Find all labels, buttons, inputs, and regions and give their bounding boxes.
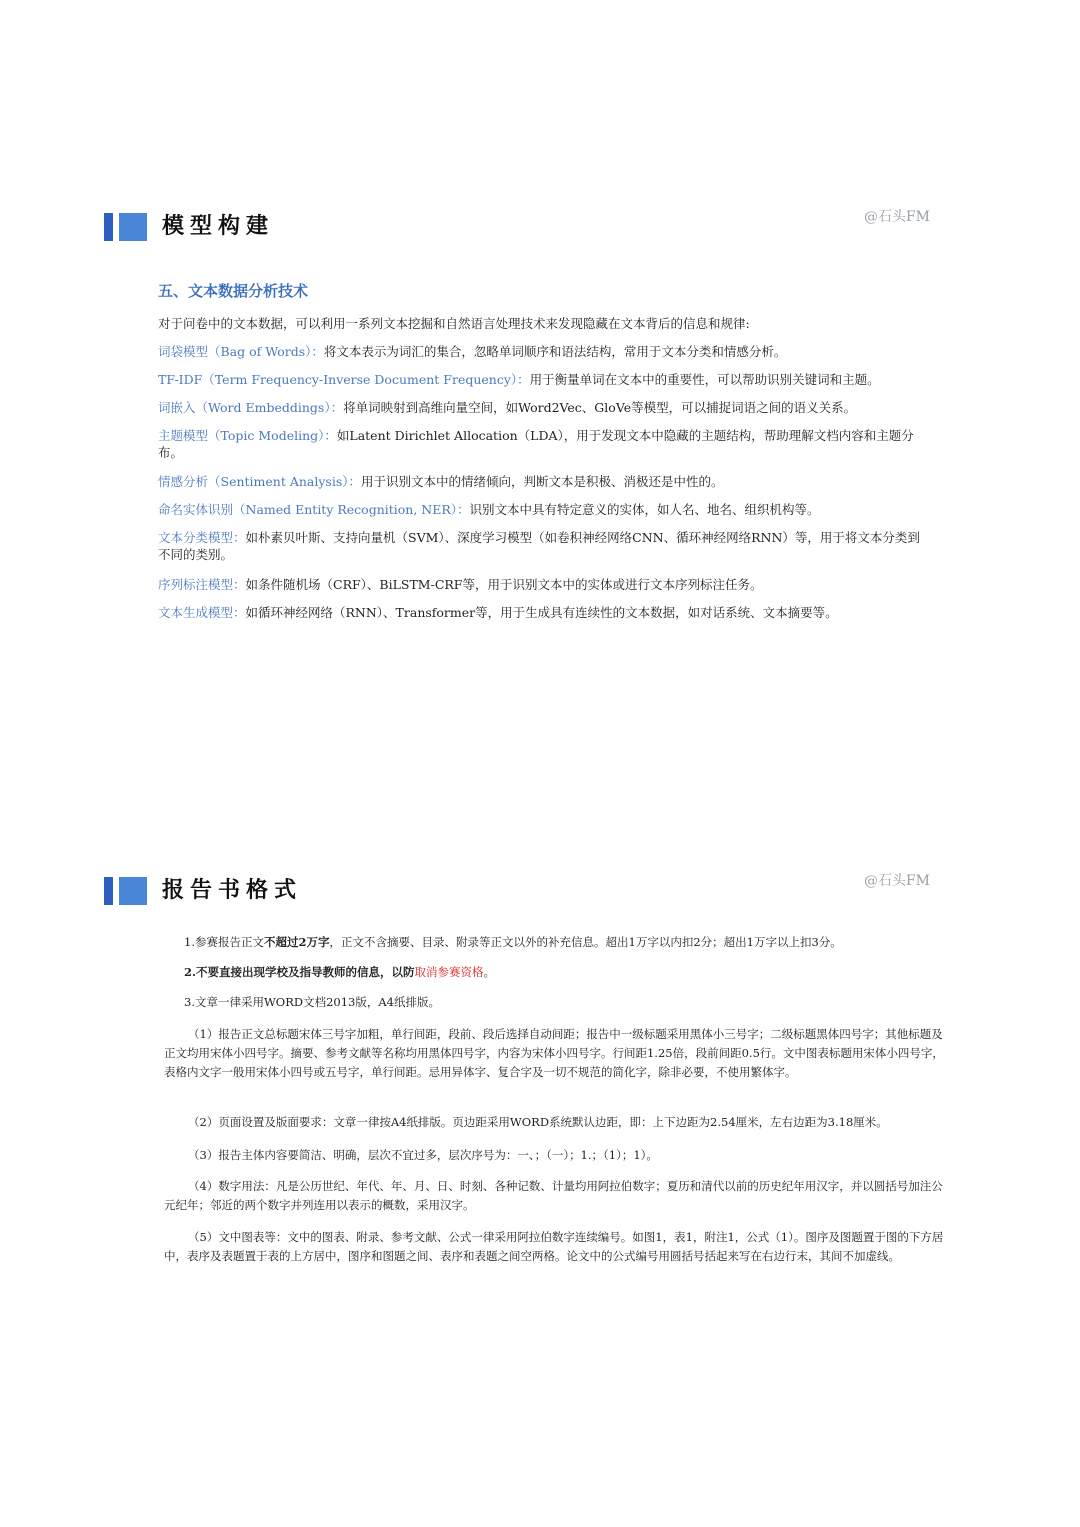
intro-paragraph: 对于问卷中的文本数据，可以利用一系列文本挖掘和自然语言处理技术来发现隐藏在文本背后的信息和规律: (158, 316, 750, 331)
section-header-format (104, 875, 930, 911)
item-desc: 如朴素贝叶斯、支持向量机（SVM）、深度学习模型（如卷积神经网络CNN、循环神经网络RNN）等，用于将文本分类到不同的类别。 (158, 530, 920, 562)
watermark: @石头FM (863, 873, 930, 889)
section-marker-square-icon (119, 877, 147, 905)
format-paragraph-4: （4）数字用法：凡是公历世纪、年代、年、月、日、时刻、各种记数、计量均用阿拉伯数字；夏历和清代以前的历史纪年用汉字，并以圆括号加注公元纪年；邻近的两个数字并列连用以表示的概数，采用汉字。 (164, 1179, 943, 1212)
item-desc: 将文本表示为词汇的集合，忽略单词顺序和语法结构，常用于文本分类和情感分析。 (323, 344, 787, 359)
item-term: 词嵌入（Word Embeddings）： (158, 400, 344, 415)
section-marker-square-icon (119, 213, 147, 241)
list-item (158, 529, 928, 563)
rule-text: ，正文不含摘要、目录、附录等正文以外的补充信息。超出1万字以内扣2分；超出1万字以上扣3分。 (329, 935, 842, 949)
list-item (158, 371, 928, 388)
format-paragraph-3: （3）报告主体内容要简洁、明确，层次不宜过多，层次序号为：一、；（一）；1.；（1）；1）。 (188, 1148, 658, 1162)
item-desc: 如Latent Dirichlet Allocation（LDA），用于发现文本中隐藏的主题结构，帮助理解文档内容和主题分布。 (158, 428, 914, 460)
section-marker-bar-icon (104, 877, 113, 905)
rule-text: 。 (483, 965, 496, 979)
section-title: 模型构建 (162, 214, 275, 239)
item-desc: 用于衡量单词在文本中的重要性，可以帮助识别关键词和主题。 (529, 372, 880, 387)
item-term: 命名实体识别（Named Entity Recognition, NER）： (158, 502, 470, 517)
item-desc: 将单词映射到高维向量空间，如Word2Vec、GloVe等模型，可以捕捉词语之间的语义关系。 (343, 400, 857, 415)
item-term: 情感分析（Sentiment Analysis）： (158, 474, 361, 489)
item-desc: 如循环神经网络（RNN）、Transformer等，用于生成具有连续性的文本数据，如对话系统、文本摘要等。 (245, 605, 838, 620)
format-paragraph-1: （1）报告正文总标题宋体三号字加粗，单行间距，段前、段后选择自动间距；报告中一级标题采用黑体小三号字；二级标题黑体四号字；其他标题及正文均用宋体小四号字。摘要、参考文献等名称均用黑体四号字，内容为宋体小四号字。行间距1.25倍，段前间距0.5行。文中图表标题用宋体小四号字，表格内文字一般用宋体小四号或五号字，单行间距。忌用异体字、复合字及一切不规范的简化字，除非必要，不使用繁体字。 (164, 1027, 944, 1079)
watermark: @石头FM (863, 209, 930, 225)
format-paragraph-2: （2）页面设置及版面要求：文章一律按A4纸排版。页边距采用WORD系统默认边距，即：上下边距为2.54厘米，左右边距为3.18厘米。 (188, 1115, 888, 1129)
list-item (158, 576, 928, 593)
section-title: 报告书格式 (162, 878, 303, 903)
rule-text: 1.参赛报告正文 (184, 935, 264, 949)
format-paragraph-5: （5）文中图表等：文中的图表、附录、参考文献、公式一律采用阿拉伯数字连续编号。如图1，表1，附注1，公式（1）。图序及图题置于图的下方居中，表序及表题置于表的上方居中，图序和图题之间、表序和表题之间空两格。论文中的公式编号用圆括号括起来写在右边行末，其间不加虚线。 (164, 1230, 944, 1263)
rule-1 (184, 933, 944, 952)
item-term: TF-IDF（Term Frequency-Inverse Document Frequency）： (158, 372, 530, 387)
list-item (158, 501, 928, 518)
section-header-model (104, 211, 930, 247)
rule-emphasis: 不超过2万字 (263, 935, 330, 949)
list-item (158, 427, 928, 461)
list-item (158, 473, 928, 490)
rule-warning: 取消参赛资格 (414, 965, 484, 979)
item-desc: 识别文本中具有特定意义的实体，如人名、地名、组织机构等。 (469, 502, 820, 517)
item-term: 文本生成模型： (158, 605, 246, 620)
list-item (158, 343, 928, 360)
rule-2 (184, 963, 944, 982)
rule-text: 2.不要直接出现学校及指导教师的信息，以防 (184, 965, 415, 979)
item-desc: 用于识别文本中的情绪倾向，判断文本是积极、消极还是中性的。 (361, 474, 724, 489)
item-term: 序列标注模型： (158, 577, 246, 592)
section-marker-bar-icon (104, 213, 113, 241)
subheading: 五、文本数据分析技术 (158, 282, 309, 300)
list-item (158, 399, 928, 416)
item-term: 主题模型（Topic Modeling）： (158, 428, 337, 443)
list-item (158, 604, 928, 621)
item-term: 词袋模型（Bag of Words）： (158, 344, 324, 359)
item-desc: 如条件随机场（CRF）、BiLSTM-CRF等，用于识别文本中的实体或进行文本序列标注任务。 (245, 577, 763, 592)
rule-3: 3.文章一律采用WORD文档2013版，A4纸排版。 (184, 995, 440, 1009)
item-term: 文本分类模型： (158, 530, 246, 545)
